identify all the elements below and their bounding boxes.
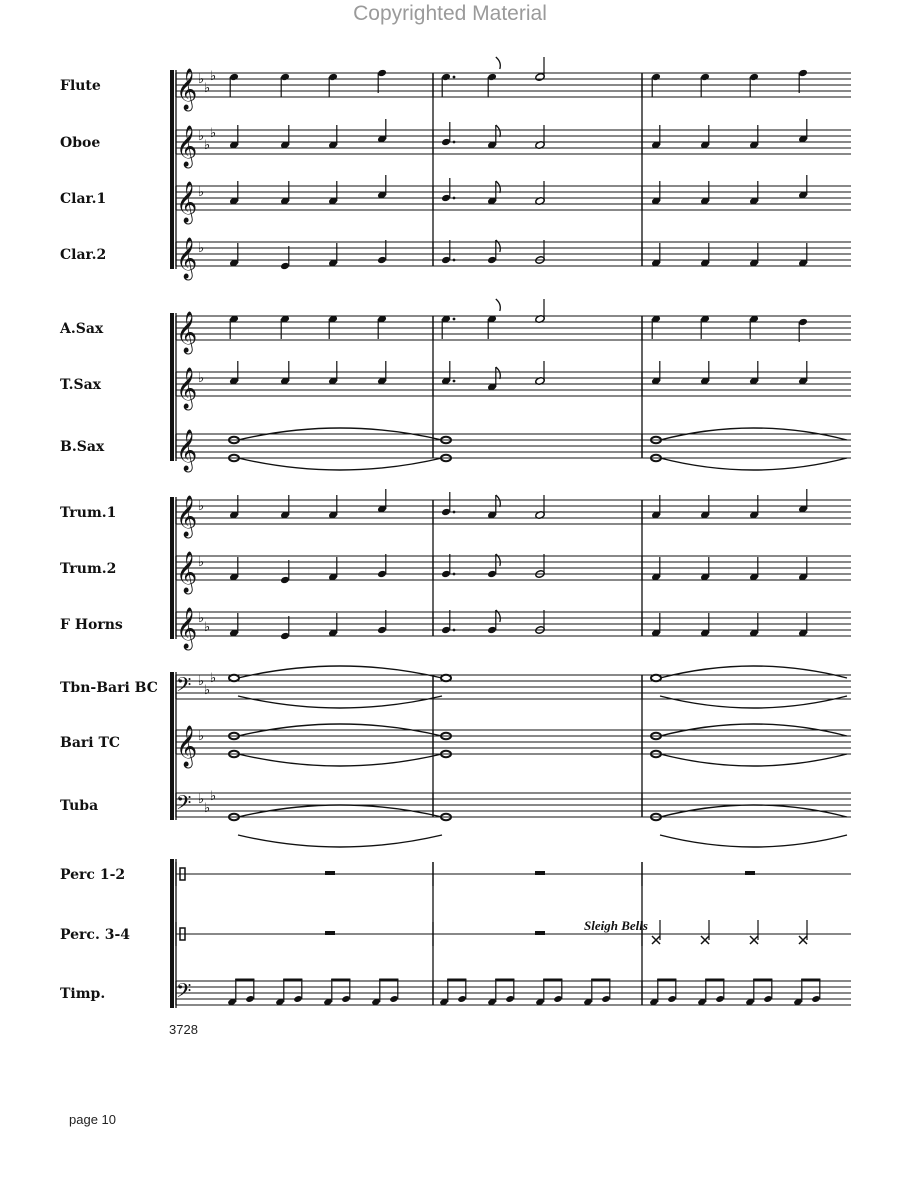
tie-slur — [238, 754, 442, 766]
whole-note — [651, 675, 661, 681]
tie-slur — [660, 835, 847, 847]
tie-slur — [660, 696, 847, 708]
x-note-head — [701, 936, 709, 944]
whole-rest — [325, 871, 335, 875]
instrument-label: Timp. — [60, 986, 106, 1002]
staff-timp- — [60, 979, 851, 1007]
staff-trum-2 — [60, 551, 851, 594]
flat-sign: ♭ — [198, 72, 205, 87]
treble-clef: 𝄞 — [176, 496, 198, 537]
treble-clef: 𝄞 — [176, 368, 198, 409]
instrument-label: Tbn-Bari BC — [60, 680, 158, 696]
staff-clar-2 — [60, 237, 851, 280]
flat-sign: ♭ — [198, 371, 205, 386]
flat-sign: ♭ — [198, 674, 205, 689]
staff-clar-1 — [60, 175, 851, 224]
whole-note — [441, 675, 451, 681]
system-bracket — [170, 859, 174, 1008]
whole-note — [229, 675, 239, 681]
flag — [496, 125, 501, 137]
flag — [496, 57, 501, 69]
system-bracket — [170, 70, 174, 269]
staff-oboe — [60, 119, 851, 168]
instrument-label: Perc 1-2 — [60, 867, 126, 883]
flat-sign: ♭ — [198, 241, 205, 256]
staff-flute — [60, 57, 851, 111]
instrument-label: F Horns — [60, 617, 123, 633]
whole-rest — [745, 871, 755, 875]
staff-perc-1-2 — [60, 862, 851, 886]
flat-sign: ♭ — [198, 185, 205, 200]
staff-tuba — [60, 789, 851, 847]
staff-t-sax — [60, 361, 851, 410]
flat-sign: ♭ — [204, 81, 211, 96]
bass-clef: 𝄢 — [176, 979, 192, 1007]
staff-perc-3-4 — [60, 920, 851, 946]
tie-slur — [660, 754, 847, 766]
plate-number: 3728 — [169, 1022, 198, 1037]
staff-f-horns — [60, 607, 851, 650]
instrument-label: T.Sax — [60, 377, 102, 393]
treble-clef: 𝄞 — [176, 69, 198, 110]
treble-clef: 𝄞 — [176, 312, 198, 353]
treble-clef: 𝄞 — [176, 726, 198, 767]
whole-rest — [535, 931, 545, 935]
sleigh-bells-annotation: Sleigh Bells — [584, 918, 648, 933]
staff-b-sax — [60, 428, 851, 472]
flat-sign: ♭ — [204, 620, 211, 635]
flag — [496, 367, 501, 379]
instrument-label: Trum.2 — [60, 561, 117, 577]
flat-sign: ♭ — [210, 789, 217, 804]
instrument-label: Clar.2 — [60, 247, 107, 263]
flat-sign: ♭ — [198, 792, 205, 807]
dot — [453, 380, 456, 383]
x-note-head — [750, 936, 758, 944]
instrument-label: Oboe — [60, 135, 101, 151]
staff-a-sax — [59, 299, 851, 354]
system-bracket — [170, 497, 174, 639]
flat-sign: ♭ — [198, 499, 205, 514]
tie-slur — [660, 458, 847, 470]
x-note-head — [799, 936, 807, 944]
instrument-label: Tuba — [60, 798, 99, 814]
whole-rest — [325, 931, 335, 935]
instrument-label: Clar.1 — [60, 191, 107, 207]
x-note-head — [652, 936, 660, 944]
flag — [496, 299, 501, 311]
system-bracket — [170, 672, 174, 820]
dot — [453, 511, 456, 514]
flat-sign: ♭ — [204, 801, 211, 816]
instrument-label: Flute — [60, 78, 101, 94]
system-bracket — [170, 313, 174, 461]
tie-slur — [238, 696, 442, 708]
staff-bari-tc — [60, 724, 851, 768]
page-number: page 10 — [69, 1112, 116, 1127]
treble-clef: 𝄞 — [176, 182, 198, 223]
dot — [453, 573, 456, 576]
instrument-label: Bari TC — [60, 735, 121, 751]
dot — [453, 141, 456, 144]
flag — [496, 181, 501, 193]
flag — [496, 495, 501, 507]
flat-sign: ♭ — [198, 129, 205, 144]
flat-sign: ♭ — [210, 126, 217, 141]
dot — [453, 76, 456, 79]
flat-sign: ♭ — [210, 671, 217, 686]
dot — [453, 318, 456, 321]
staff-trum-1 — [60, 489, 851, 538]
flat-sign: ♭ — [198, 611, 205, 626]
treble-clef: 𝄞 — [176, 126, 198, 167]
treble-clef: 𝄞 — [176, 430, 198, 471]
copyright-watermark: Copyrighted Material — [353, 2, 547, 25]
dot — [453, 197, 456, 200]
treble-clef: 𝄞 — [176, 552, 198, 593]
tie-slur — [238, 458, 442, 470]
staff-tbn-bari-bc — [60, 666, 851, 708]
flat-sign: ♭ — [210, 69, 217, 84]
treble-clef: 𝄞 — [176, 608, 198, 649]
flat-sign: ♭ — [198, 729, 205, 744]
flat-sign: ♭ — [204, 683, 211, 698]
treble-clef: 𝄞 — [176, 238, 198, 279]
tie-slur — [238, 835, 442, 847]
flat-sign: ♭ — [198, 555, 205, 570]
tie-slur — [238, 666, 442, 678]
whole-rest — [535, 871, 545, 875]
instrument-label: Perc. 3-4 — [60, 927, 130, 943]
bass-clef: 𝄢 — [176, 791, 192, 819]
dot — [453, 259, 456, 262]
bass-clef: 𝄢 — [176, 673, 192, 701]
tie-slur — [660, 666, 847, 678]
instrument-label: A.Sax — [60, 321, 104, 337]
instrument-label: B.Sax — [60, 439, 105, 455]
flat-sign: ♭ — [204, 138, 211, 153]
dot — [453, 629, 456, 632]
instrument-label: Trum.1 — [60, 505, 117, 521]
